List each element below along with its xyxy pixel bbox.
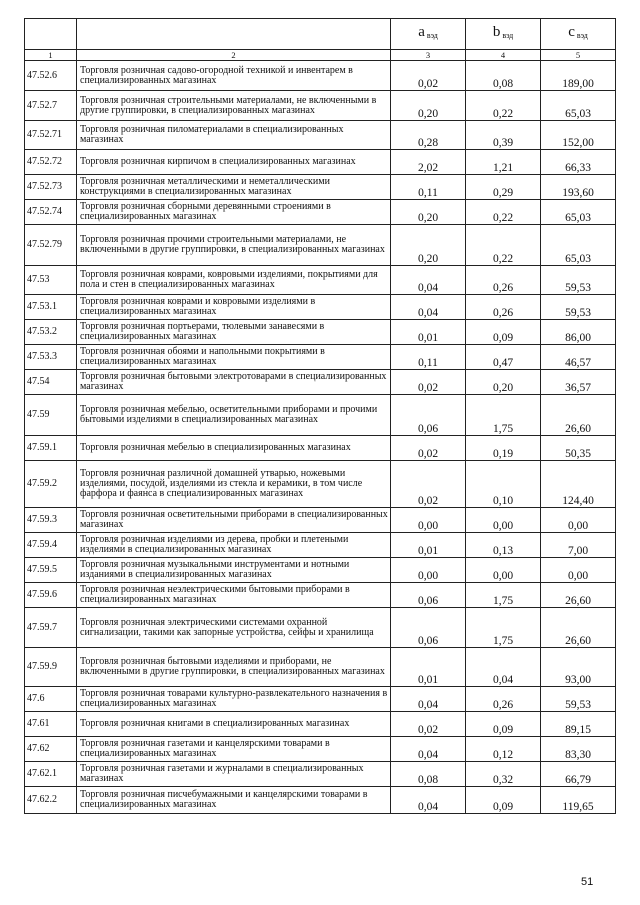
row-name: Торговля розничная портьерами, тюлевыми занавесями в специализированных магазинах (77, 320, 391, 345)
table-row (25, 508, 616, 533)
row-name: Торговля розничная различной домашней утварью, ножевыми изделиями, посудой, изделиями из стекла и керамики, в том числе фарфора и фаянса в специализированных магазинах (77, 461, 391, 508)
row-value-c: 50,35 (541, 436, 616, 461)
table-row (25, 121, 616, 150)
table-row (25, 225, 616, 266)
table-row (25, 737, 616, 762)
row-name: Торговля розничная электрическими системами охранной сигнализации, такими как запорные устройства, сейфы и хранилища (77, 608, 391, 648)
row-value-a: 0,02 (391, 370, 466, 395)
row-name: Торговля розничная бытовыми изделиями и приборами, не включенными в другие группировки, в специализированных магазинах (77, 648, 391, 687)
row-code: 47.59.7 (25, 608, 77, 648)
table-row (25, 762, 616, 787)
header-b-sub: вэд (502, 31, 514, 40)
row-name: Торговля розничная газетами и канцелярскими товарами в специализированных магазинах (77, 737, 391, 762)
table-row (25, 648, 616, 687)
table-row (25, 436, 616, 461)
header-col-b (466, 19, 541, 50)
row-name: Торговля розничная пиломатериалами в специализированных магазинах (77, 121, 391, 150)
row-code: 47.59.9 (25, 648, 77, 687)
header-a-letter: a (418, 24, 425, 40)
row-name: Торговля розничная мебелью в специализированных магазинах (77, 436, 391, 461)
row-value-a: 0,20 (391, 225, 466, 266)
row-value-a: 0,20 (391, 91, 466, 121)
row-value-c: 59,53 (541, 295, 616, 320)
row-value-b: 0,47 (466, 345, 541, 370)
row-code: 47.52.79 (25, 225, 77, 266)
row-code: 47.61 (25, 712, 77, 737)
header-c-sub: вэд (576, 31, 588, 40)
row-name: Торговля розничная строительными материалами, не включенными в другие группировки, в специализированных магазинах (77, 91, 391, 121)
row-value-a: 0,04 (391, 787, 466, 814)
row-code: 47.53.3 (25, 345, 77, 370)
table-row (25, 61, 616, 91)
row-name: Торговля розничная коврами, ковровыми изделиями, покрытиями для пола и стен в специализированных магазинах (77, 266, 391, 295)
table-row (25, 370, 616, 395)
row-value-b: 1,75 (466, 395, 541, 436)
row-code: 47.59.2 (25, 461, 77, 508)
row-code: 47.53 (25, 266, 77, 295)
table-row (25, 787, 616, 814)
coefficients-table (24, 18, 616, 814)
table-row (25, 395, 616, 436)
row-value-b: 0,26 (466, 295, 541, 320)
row-value-b: 0,00 (466, 558, 541, 583)
row-value-c: 59,53 (541, 266, 616, 295)
row-value-b: 0,29 (466, 175, 541, 200)
row-value-b: 0,12 (466, 737, 541, 762)
row-value-a: 0,08 (391, 762, 466, 787)
table-row (25, 266, 616, 295)
row-name: Торговля розничная сборными деревянными строениями в специализированных магазинах (77, 200, 391, 225)
table-row (25, 91, 616, 121)
column-number: 1 (25, 50, 77, 61)
column-number: 4 (466, 50, 541, 61)
column-number: 2 (77, 50, 391, 61)
row-code: 47.53.1 (25, 295, 77, 320)
row-name: Торговля розничная книгами в специализированных магазинах (77, 712, 391, 737)
row-name: Торговля розничная металлическими и неметаллическими конструкциями в специализированных магазинах (77, 175, 391, 200)
row-value-c: 189,00 (541, 61, 616, 91)
row-value-c: 46,57 (541, 345, 616, 370)
row-value-a: 0,11 (391, 175, 466, 200)
row-value-a: 0,04 (391, 295, 466, 320)
row-value-b: 0,22 (466, 91, 541, 121)
row-value-a: 0,00 (391, 558, 466, 583)
column-number: 3 (391, 50, 466, 61)
table-row (25, 558, 616, 583)
table-row (25, 583, 616, 608)
row-value-b: 1,75 (466, 608, 541, 648)
row-code: 47.52.6 (25, 61, 77, 91)
row-value-a: 0,01 (391, 648, 466, 687)
row-code: 47.54 (25, 370, 77, 395)
table-row (25, 295, 616, 320)
header-empty-name (77, 19, 391, 50)
row-value-c: 93,00 (541, 648, 616, 687)
row-value-b: 0,13 (466, 533, 541, 558)
row-value-a: 0,04 (391, 266, 466, 295)
row-value-b: 1,75 (466, 583, 541, 608)
header-row (25, 19, 616, 50)
header-c-letter: c (568, 24, 575, 40)
row-value-a: 0,20 (391, 200, 466, 225)
row-value-b: 0,26 (466, 266, 541, 295)
row-name: Торговля розничная обоями и напольными покрытиями в специализированных магазинах (77, 345, 391, 370)
table-row (25, 687, 616, 712)
row-value-c: 26,60 (541, 583, 616, 608)
row-value-c: 66,79 (541, 762, 616, 787)
table-row (25, 533, 616, 558)
table-row (25, 150, 616, 175)
row-value-b: 1,21 (466, 150, 541, 175)
row-value-a: 0,06 (391, 583, 466, 608)
header-empty-code (25, 19, 77, 50)
row-code: 47.62.2 (25, 787, 77, 814)
row-value-b: 0,39 (466, 121, 541, 150)
row-value-b: 0,09 (466, 320, 541, 345)
header-a-sub: вэд (426, 31, 438, 40)
header-col-c (541, 19, 616, 50)
row-name: Торговля розничная газетами и журналами в специализированных магазинах (77, 762, 391, 787)
row-value-a: 0,11 (391, 345, 466, 370)
row-name: Торговля розничная мебелью, осветительными приборами и прочими бытовыми изделиями в специализированных магазинах (77, 395, 391, 436)
row-value-b: 0,26 (466, 687, 541, 712)
row-value-c: 0,00 (541, 508, 616, 533)
row-code: 47.52.71 (25, 121, 77, 150)
table-row (25, 320, 616, 345)
table-row (25, 345, 616, 370)
row-value-c: 124,40 (541, 461, 616, 508)
column-number-row (25, 50, 616, 61)
row-value-b: 0,20 (466, 370, 541, 395)
row-code: 47.59.3 (25, 508, 77, 533)
row-value-a: 2,02 (391, 150, 466, 175)
row-value-c: 26,60 (541, 608, 616, 648)
row-code: 47.52.74 (25, 200, 77, 225)
row-name: Торговля розничная кирпичом в специализированных магазинах (77, 150, 391, 175)
row-value-a: 0,02 (391, 436, 466, 461)
row-value-b: 0,04 (466, 648, 541, 687)
row-value-c: 83,30 (541, 737, 616, 762)
row-value-c: 66,33 (541, 150, 616, 175)
row-value-b: 0,09 (466, 787, 541, 814)
row-value-b: 0,09 (466, 712, 541, 737)
row-name: Торговля розничная осветительными приборами в специализированных магазинах (77, 508, 391, 533)
row-value-b: 0,10 (466, 461, 541, 508)
row-value-c: 26,60 (541, 395, 616, 436)
page-number: 51 (581, 876, 594, 888)
row-value-c: 65,03 (541, 225, 616, 266)
row-code: 47.62.1 (25, 762, 77, 787)
row-value-c: 59,53 (541, 687, 616, 712)
row-value-c: 86,00 (541, 320, 616, 345)
row-name: Торговля розничная изделиями из дерева, пробки и плетеными изделиями в специализированных магазинах (77, 533, 391, 558)
row-name: Торговля розничная коврами и ковровыми изделиями в специализированных магазинах (77, 295, 391, 320)
row-name: Торговля розничная писчебумажными и канцелярскими товарами в специализированных магазинах (77, 787, 391, 814)
row-value-a: 0,28 (391, 121, 466, 150)
table-row (25, 712, 616, 737)
row-value-b: 0,32 (466, 762, 541, 787)
row-value-a: 0,06 (391, 608, 466, 648)
row-value-c: 36,57 (541, 370, 616, 395)
row-value-c: 119,65 (541, 787, 616, 814)
row-code: 47.53.2 (25, 320, 77, 345)
row-value-c: 152,00 (541, 121, 616, 150)
row-value-a: 0,01 (391, 533, 466, 558)
row-name: Торговля розничная прочими строительными материалами, не включенными в другие группировки, в специализированных магазинах (77, 225, 391, 266)
row-value-a: 0,02 (391, 461, 466, 508)
row-code: 47.59.1 (25, 436, 77, 461)
row-name: Торговля розничная товарами культурно-развлекательного назначения в специализированных магазинах (77, 687, 391, 712)
row-value-c: 65,03 (541, 200, 616, 225)
row-value-a: 0,00 (391, 508, 466, 533)
row-name: Торговля розничная неэлектрическими бытовыми приборами в специализированных магазинах (77, 583, 391, 608)
row-code: 47.59 (25, 395, 77, 436)
row-value-b: 0,19 (466, 436, 541, 461)
row-value-c: 89,15 (541, 712, 616, 737)
table-row (25, 175, 616, 200)
row-value-b: 0,22 (466, 200, 541, 225)
table-row (25, 200, 616, 225)
row-code: 47.59.4 (25, 533, 77, 558)
column-number: 5 (541, 50, 616, 61)
row-value-c: 193,60 (541, 175, 616, 200)
row-code: 47.6 (25, 687, 77, 712)
row-value-b: 0,08 (466, 61, 541, 91)
row-code: 47.52.72 (25, 150, 77, 175)
row-value-a: 0,06 (391, 395, 466, 436)
row-value-a: 0,04 (391, 737, 466, 762)
row-name: Торговля розничная бытовыми электротоварами в специализированных магазинах (77, 370, 391, 395)
row-value-b: 0,22 (466, 225, 541, 266)
row-code: 47.62 (25, 737, 77, 762)
header-b-letter: b (492, 24, 501, 40)
table-row (25, 608, 616, 648)
row-code: 47.52.7 (25, 91, 77, 121)
row-value-a: 0,01 (391, 320, 466, 345)
row-code: 47.52.73 (25, 175, 77, 200)
row-value-c: 65,03 (541, 91, 616, 121)
row-value-c: 0,00 (541, 558, 616, 583)
row-value-b: 0,00 (466, 508, 541, 533)
header-col-a (391, 19, 466, 50)
row-value-c: 7,00 (541, 533, 616, 558)
row-code: 47.59.5 (25, 558, 77, 583)
row-value-a: 0,04 (391, 687, 466, 712)
row-value-a: 0,02 (391, 712, 466, 737)
row-value-a: 0,02 (391, 61, 466, 91)
row-code: 47.59.6 (25, 583, 77, 608)
table-row (25, 461, 616, 508)
row-name: Торговля розничная музыкальными инструментами и нотными изданиями в специализированных магазинах (77, 558, 391, 583)
row-name: Торговля розничная садово-огородной техникой и инвентарем в специализированных магазинах (77, 61, 391, 91)
